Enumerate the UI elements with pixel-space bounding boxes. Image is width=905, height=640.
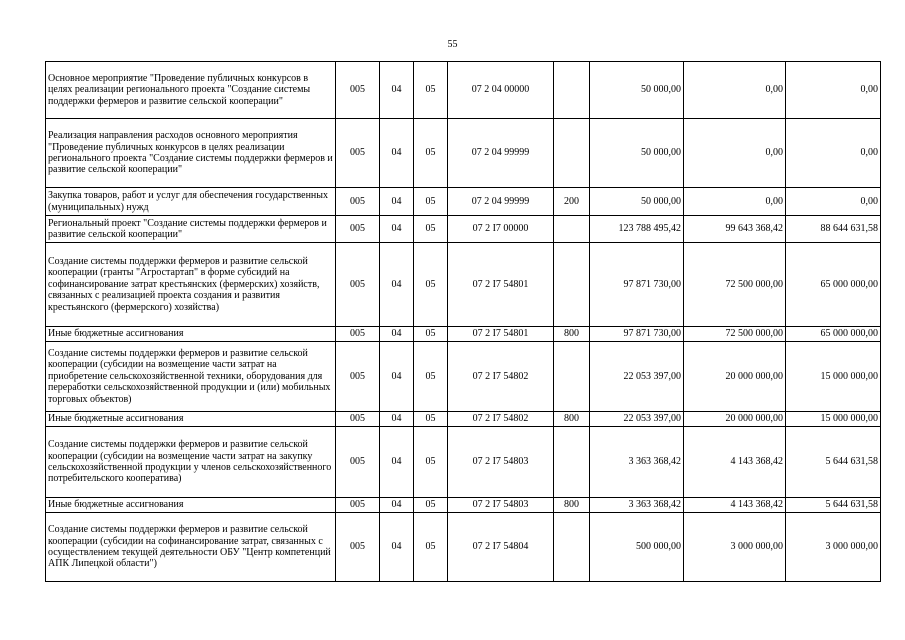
- table-row: [46, 119, 881, 188]
- subsection-code: 05: [414, 412, 448, 427]
- section-code: 04: [380, 216, 414, 243]
- sum-year-3: 0,00: [786, 62, 881, 119]
- expense-type: 800: [554, 498, 590, 513]
- section-code: 04: [380, 243, 414, 327]
- subsection-code: 05: [414, 243, 448, 327]
- sum-year-3: 65 000 000,00: [786, 327, 881, 342]
- expense-type: 800: [554, 327, 590, 342]
- expense-type: [554, 62, 590, 119]
- sum-year-3: 0,00: [786, 188, 881, 216]
- sum-year-3: 3 000 000,00: [786, 513, 881, 582]
- subsection-code: 05: [414, 342, 448, 412]
- row-name: Региональный проект "Создание системы поддержки фермеров и развитие сельской кооперации": [46, 216, 336, 243]
- row-name: Реализация направления расходов основного мероприятия "Проведение публичных конкурсов в целях реализации регионального проекта "Создание системы поддержки фермеров и развитие сельской кооперации": [46, 119, 336, 188]
- ministry-code: 005: [336, 327, 380, 342]
- sum-year-3: 88 644 631,58: [786, 216, 881, 243]
- sum-year-1: 50 000,00: [590, 119, 684, 188]
- sum-year-1: 22 053 397,00: [590, 412, 684, 427]
- subsection-code: 05: [414, 216, 448, 243]
- section-code: 04: [380, 327, 414, 342]
- sum-year-1: 50 000,00: [590, 188, 684, 216]
- expense-type: [554, 216, 590, 243]
- section-code: 04: [380, 498, 414, 513]
- subsection-code: 05: [414, 119, 448, 188]
- ministry-code: 005: [336, 62, 380, 119]
- target-article: 07 2 I7 00000: [448, 216, 554, 243]
- table-row: [46, 188, 881, 216]
- sum-year-1: 50 000,00: [590, 62, 684, 119]
- section-code: 04: [380, 119, 414, 188]
- sum-year-3: 0,00: [786, 119, 881, 188]
- target-article: 07 2 I7 54803: [448, 498, 554, 513]
- sum-year-2: 3 000 000,00: [684, 513, 786, 582]
- section-code: 04: [380, 188, 414, 216]
- row-name: Основное мероприятие "Проведение публичных конкурсов в целях реализации регионального проекта "Создание системы поддержки фермеров и развитие сельской кооперации": [46, 62, 336, 119]
- expense-type: [554, 119, 590, 188]
- sum-year-1: 97 871 730,00: [590, 327, 684, 342]
- ministry-code: 005: [336, 498, 380, 513]
- target-article: 07 2 I7 54803: [448, 427, 554, 498]
- sum-year-2: 0,00: [684, 119, 786, 188]
- table-row: [46, 62, 881, 119]
- target-article: 07 2 04 99999: [448, 119, 554, 188]
- subsection-code: 05: [414, 427, 448, 498]
- row-name: Иные бюджетные ассигнования: [46, 327, 336, 342]
- target-article: 07 2 I7 54804: [448, 513, 554, 582]
- sum-year-1: 22 053 397,00: [590, 342, 684, 412]
- page-number: 55: [447, 39, 458, 50]
- sum-year-2: 0,00: [684, 62, 786, 119]
- subsection-code: 05: [414, 188, 448, 216]
- sum-year-2: 72 500 000,00: [684, 327, 786, 342]
- table-row: [46, 327, 881, 342]
- sum-year-2: 0,00: [684, 188, 786, 216]
- target-article: 07 2 04 99999: [448, 188, 554, 216]
- sum-year-1: 123 788 495,42: [590, 216, 684, 243]
- ministry-code: 005: [336, 412, 380, 427]
- ministry-code: 005: [336, 243, 380, 327]
- budget-table: [45, 61, 881, 582]
- table-row: [46, 513, 881, 582]
- sum-year-2: 4 143 368,42: [684, 427, 786, 498]
- section-code: 04: [380, 412, 414, 427]
- ministry-code: 005: [336, 119, 380, 188]
- expense-type: [554, 243, 590, 327]
- expense-type: 800: [554, 412, 590, 427]
- row-name: Создание системы поддержки фермеров и развитие сельской кооперации (субсидии на софинансирование затрат, связанных с осуществлением текущей деятельности ОБУ "Центр компетенций АПК Липецкой области"): [46, 513, 336, 582]
- table-row: [46, 427, 881, 498]
- sum-year-1: 500 000,00: [590, 513, 684, 582]
- sum-year-2: 20 000 000,00: [684, 412, 786, 427]
- section-code: 04: [380, 62, 414, 119]
- ministry-code: 005: [336, 216, 380, 243]
- ministry-code: 005: [336, 188, 380, 216]
- row-name: Создание системы поддержки фермеров и развитие сельской кооперации (гранты "Агростартап" в форме субсидий на софинансирование затрат крестьянских (фермерских) хозяйств, связанных с реализацией проекта создания и развития крестьянского (фермерского) хозяйства): [46, 243, 336, 327]
- subsection-code: 05: [414, 498, 448, 513]
- sum-year-3: 15 000 000,00: [786, 342, 881, 412]
- sum-year-2: 72 500 000,00: [684, 243, 786, 327]
- sum-year-3: 65 000 000,00: [786, 243, 881, 327]
- sum-year-1: 3 363 368,42: [590, 427, 684, 498]
- table-row: [46, 342, 881, 412]
- target-article: 07 2 I7 54801: [448, 327, 554, 342]
- target-article: 07 2 04 00000: [448, 62, 554, 119]
- section-code: 04: [380, 513, 414, 582]
- target-article: 07 2 I7 54802: [448, 342, 554, 412]
- sum-year-3: 5 644 631,58: [786, 498, 881, 513]
- sum-year-1: 3 363 368,42: [590, 498, 684, 513]
- row-name: Иные бюджетные ассигнования: [46, 498, 336, 513]
- sum-year-2: 20 000 000,00: [684, 342, 786, 412]
- row-name: Закупка товаров, работ и услуг для обеспечения государственных (муниципальных) нужд: [46, 188, 336, 216]
- sum-year-3: 15 000 000,00: [786, 412, 881, 427]
- subsection-code: 05: [414, 62, 448, 119]
- table-row: [46, 498, 881, 513]
- ministry-code: 005: [336, 342, 380, 412]
- section-code: 04: [380, 427, 414, 498]
- sum-year-3: 5 644 631,58: [786, 427, 881, 498]
- sum-year-1: 97 871 730,00: [590, 243, 684, 327]
- target-article: 07 2 I7 54802: [448, 412, 554, 427]
- row-name: Создание системы поддержки фермеров и развитие сельской кооперации (субсидии на возмещение части затрат на закупку сельскохозяйственной продукции у членов сельскохозяйственного потребительского кооператива): [46, 427, 336, 498]
- row-name: Иные бюджетные ассигнования: [46, 412, 336, 427]
- subsection-code: 05: [414, 327, 448, 342]
- expense-type: [554, 513, 590, 582]
- ministry-code: 005: [336, 513, 380, 582]
- ministry-code: 005: [336, 427, 380, 498]
- sum-year-2: 4 143 368,42: [684, 498, 786, 513]
- sum-year-2: 99 643 368,42: [684, 216, 786, 243]
- table-row: [46, 216, 881, 243]
- row-name: Создание системы поддержки фермеров и развитие сельской кооперации (субсидии на возмещение части затрат на приобретение сельскохозяйственной техники, оборудования для переработки сельскохозяйственной продукции и (или) мобильных торговых объектов): [46, 342, 336, 412]
- section-code: 04: [380, 342, 414, 412]
- target-article: 07 2 I7 54801: [448, 243, 554, 327]
- expense-type: 200: [554, 188, 590, 216]
- expense-type: [554, 342, 590, 412]
- table-row: [46, 243, 881, 327]
- table-row: [46, 412, 881, 427]
- expense-type: [554, 427, 590, 498]
- subsection-code: 05: [414, 513, 448, 582]
